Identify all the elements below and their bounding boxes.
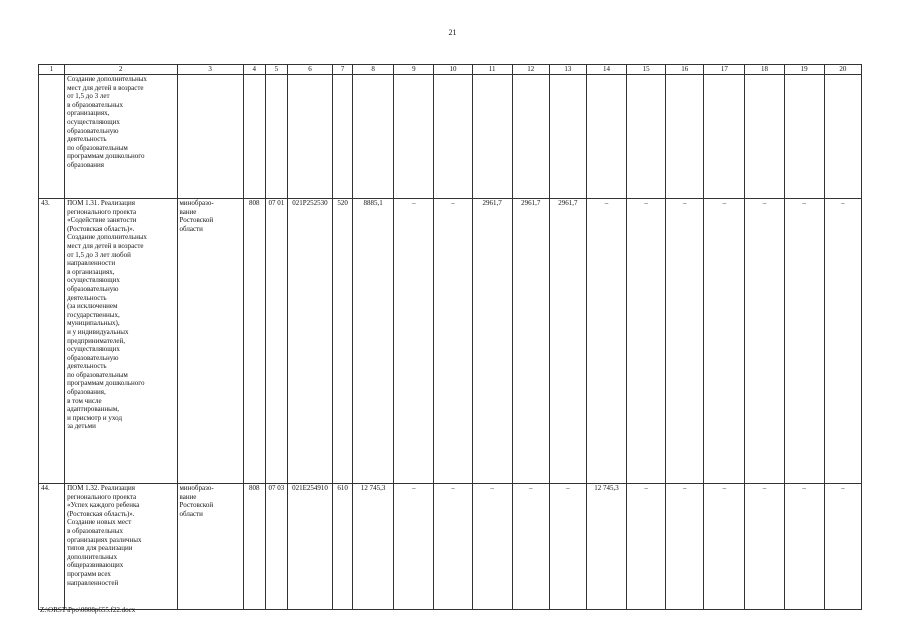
column-number: 20 [824, 65, 861, 75]
table-cell: 07 01 [265, 199, 287, 484]
table-row [39, 75, 862, 199]
measure-description-cell: ПОМ 1.31. Реализация регионального проекта «Содействие занятости (Ростовская область)». Создание дополнительных мест для детей в возрасте от 1,5 до 3 лет любой направленности в организациях, осуществляющих образовательную деятельность (за исключением государственных, муниципальных), и у индивидуальных предпринимателей, осуществляющих образовательную деятельность по образовательным программам дошкольного образования, в том числе адаптированным, и присмотр и уход за детьми [65, 199, 177, 484]
file-path-footer: Z:\ORST\Ppo\0808p655.f22.docx [40, 606, 136, 614]
table-cell: – [586, 199, 626, 484]
table-row [39, 484, 862, 610]
table-row [39, 199, 862, 484]
table-cell: – [824, 199, 861, 484]
table-cell [704, 75, 745, 199]
table-cell [265, 75, 287, 199]
table-cell: – [666, 199, 704, 484]
table-cell [353, 75, 394, 199]
table-cell: 021E254910 [287, 484, 332, 610]
table-cell: – [512, 484, 549, 610]
table-cell [512, 75, 549, 199]
table-cell: – [745, 199, 784, 484]
column-number: 14 [586, 65, 626, 75]
column-number: 2 [65, 65, 177, 75]
executor-cell: минобразо- вание Ростовской области [177, 484, 243, 610]
table-cell [394, 75, 434, 199]
table-cell [824, 75, 861, 199]
table-cell: 2961,7 [512, 199, 549, 484]
column-number: 13 [549, 65, 586, 75]
table-cell: 12 745,3 [353, 484, 394, 610]
table-cell [745, 75, 784, 199]
table-cell [434, 75, 472, 199]
table-cell [627, 75, 666, 199]
column-number: 15 [627, 65, 666, 75]
executor-cell: минобразо- вание Ростовской области [177, 199, 243, 484]
table-cell: – [704, 484, 745, 610]
measure-description-cell: ПОМ 1.32. Реализация регионального проекта «Успех каждого ребенка (Ростовская область)». Создание новых мест в образовательных организациях различных типов для реализации дополнительных общеразвивающих программ всех направленностей [65, 484, 177, 610]
table-cell: – [434, 484, 472, 610]
column-number: 11 [472, 65, 512, 75]
column-number: 9 [394, 65, 434, 75]
table-cell: 2961,7 [472, 199, 512, 484]
executor-cell [177, 75, 243, 199]
table-cell: 808 [243, 199, 265, 484]
table-cell: – [627, 199, 666, 484]
table-cell: – [745, 484, 784, 610]
table-cell [549, 75, 586, 199]
row-number-cell: 43. [39, 199, 65, 484]
measure-description-cell: Создание дополнительных мест для детей в возрасте от 1,5 до 3 лет в образовательных организациях, осуществляющих образовательную деятельность по образовательным программам дошкольного образования [65, 75, 177, 199]
column-number: 3 [177, 65, 243, 75]
table-cell [287, 75, 332, 199]
budget-table [38, 64, 862, 610]
column-number: 1 [39, 65, 65, 75]
row-number-cell: 44. [39, 484, 65, 610]
column-number: 10 [434, 65, 472, 75]
table-cell: 808 [243, 484, 265, 610]
table-cell [333, 75, 353, 199]
table-cell: – [824, 484, 861, 610]
column-number: 18 [745, 65, 784, 75]
table-cell: 07 03 [265, 484, 287, 610]
table-cell [472, 75, 512, 199]
table-cell: 021P252530 [287, 199, 332, 484]
column-number: 19 [784, 65, 824, 75]
table-cell: – [666, 484, 704, 610]
column-number: 7 [333, 65, 353, 75]
table-cell: 2961,7 [549, 199, 586, 484]
column-number: 17 [704, 65, 745, 75]
table-cell [784, 75, 824, 199]
column-number: 8 [353, 65, 394, 75]
column-number: 6 [287, 65, 332, 75]
table-cell: 610 [333, 484, 353, 610]
page-number: 21 [448, 28, 457, 37]
table-cell: 8885,1 [353, 199, 394, 484]
column-number: 12 [512, 65, 549, 75]
table-cell: – [784, 484, 824, 610]
table-cell: – [394, 199, 434, 484]
table-cell: 12 745,3 [586, 484, 626, 610]
column-number: 5 [265, 65, 287, 75]
table-cell: – [434, 199, 472, 484]
table-cell: – [394, 484, 434, 610]
table-cell: 520 [333, 199, 353, 484]
table-cell: – [784, 199, 824, 484]
row-number-cell [39, 75, 65, 199]
table-cell: – [472, 484, 512, 610]
table-cell: – [704, 199, 745, 484]
table-cell [666, 75, 704, 199]
table-cell: – [549, 484, 586, 610]
column-number-row [39, 65, 862, 75]
column-number: 4 [243, 65, 265, 75]
column-number: 16 [666, 65, 704, 75]
table-cell [243, 75, 265, 199]
table-cell [586, 75, 626, 199]
table-cell: – [627, 484, 666, 610]
